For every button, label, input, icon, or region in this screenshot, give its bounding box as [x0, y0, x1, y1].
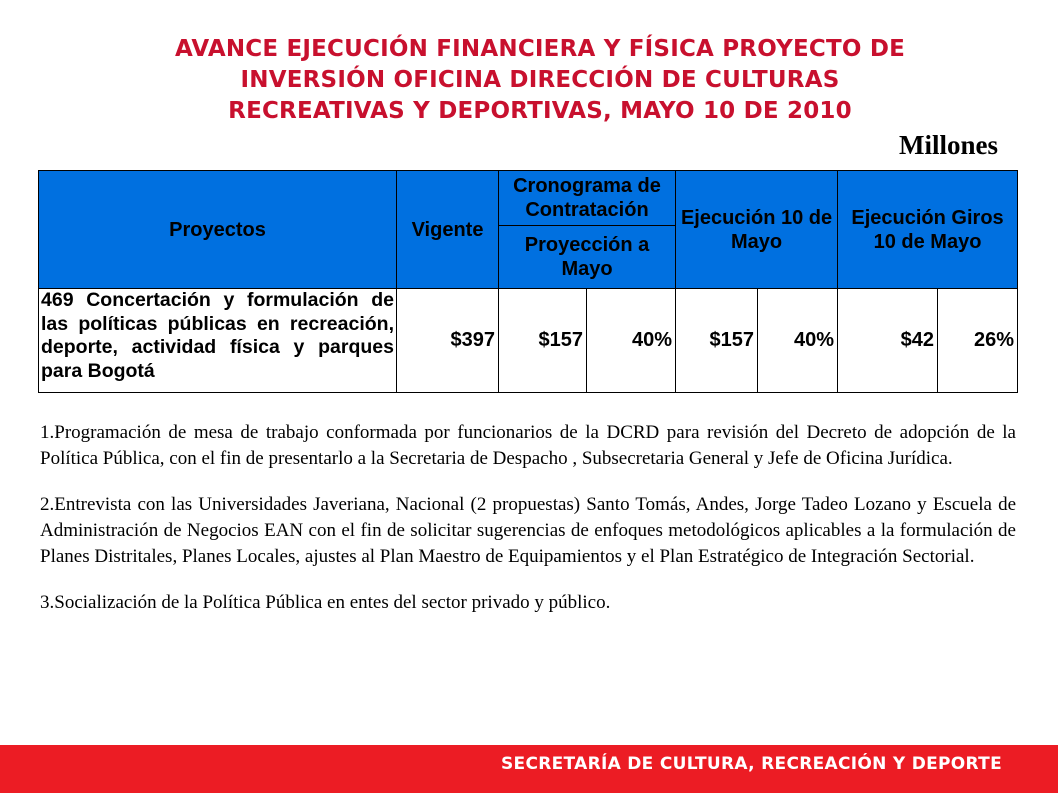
note-2: 2.Entrevista con las Universidades Javeriana, Nacional (2 propuestas) Santo Tomás, Andes, Jorge Tadeo Lozano y Escuela de Administración de Negocios EAN con el fin de solicitar sugerencias de enfoques metodológicos aplicables a la formulación de Planes Distritales, Planes Locales, ajustes al Plan Maestro de Equipamientos y el Plan Estratégico de Integración Sectorial.	[40, 494, 1016, 567]
header-proyeccion: Proyección a Mayo	[499, 226, 676, 289]
notes-section	[40, 420, 1016, 636]
cell-proyeccion-pct: 40%	[587, 289, 676, 393]
table-row	[39, 289, 1018, 393]
title-line-2: INVERSIÓN OFICINA DIRECCIÓN DE CULTURAS	[240, 67, 840, 93]
header-proyectos: Proyectos	[39, 171, 397, 289]
note-3: 3.Socialización de la Política Pública en entes del sector privado y público.	[40, 592, 611, 613]
header-vigente: Vigente	[397, 171, 499, 289]
cell-proyecto: 469 Concertación y formulación de las políticas públicas en recreación, deporte, actividad física y parques para Bogotá	[39, 289, 397, 393]
header-cronograma: Cronograma de Contratación	[499, 171, 676, 226]
title-line-3: RECREATIVAS Y DEPORTIVAS, MAYO 10 DE 2010	[228, 98, 852, 124]
header-giros: Ejecución Giros 10 de Mayo	[838, 171, 1018, 289]
note-1: 1.Programación de mesa de trabajo conformada por funcionarios de la DCRD para revisión del Decreto de adopción de la Política Pública, con el fin de presentarlo a la Secretaria de Despacho , Subsecretaria General y Jefe de Oficina Jurídica.	[40, 422, 1016, 469]
cell-vigente: $397	[397, 289, 499, 393]
cell-giros-pct: 26%	[938, 289, 1018, 393]
header-ejecucion: Ejecución 10 de Mayo	[676, 171, 838, 289]
cell-proyeccion-valor: $157	[499, 289, 587, 393]
cell-ejecucion-pct: 40%	[758, 289, 838, 393]
units-label: Millones	[899, 130, 998, 160]
title-line-1: AVANCE EJECUCIÓN FINANCIERA Y FÍSICA PROYECTO DE	[174, 36, 906, 62]
page-title	[60, 34, 1020, 127]
execution-table	[38, 170, 1018, 393]
footer-organization: SECRETARÍA DE CULTURA, RECREACIÓN Y DEPORTE	[501, 754, 1002, 774]
cell-giros-valor: $42	[838, 289, 938, 393]
cell-ejecucion-valor: $157	[676, 289, 758, 393]
footer-bar	[0, 745, 1058, 793]
